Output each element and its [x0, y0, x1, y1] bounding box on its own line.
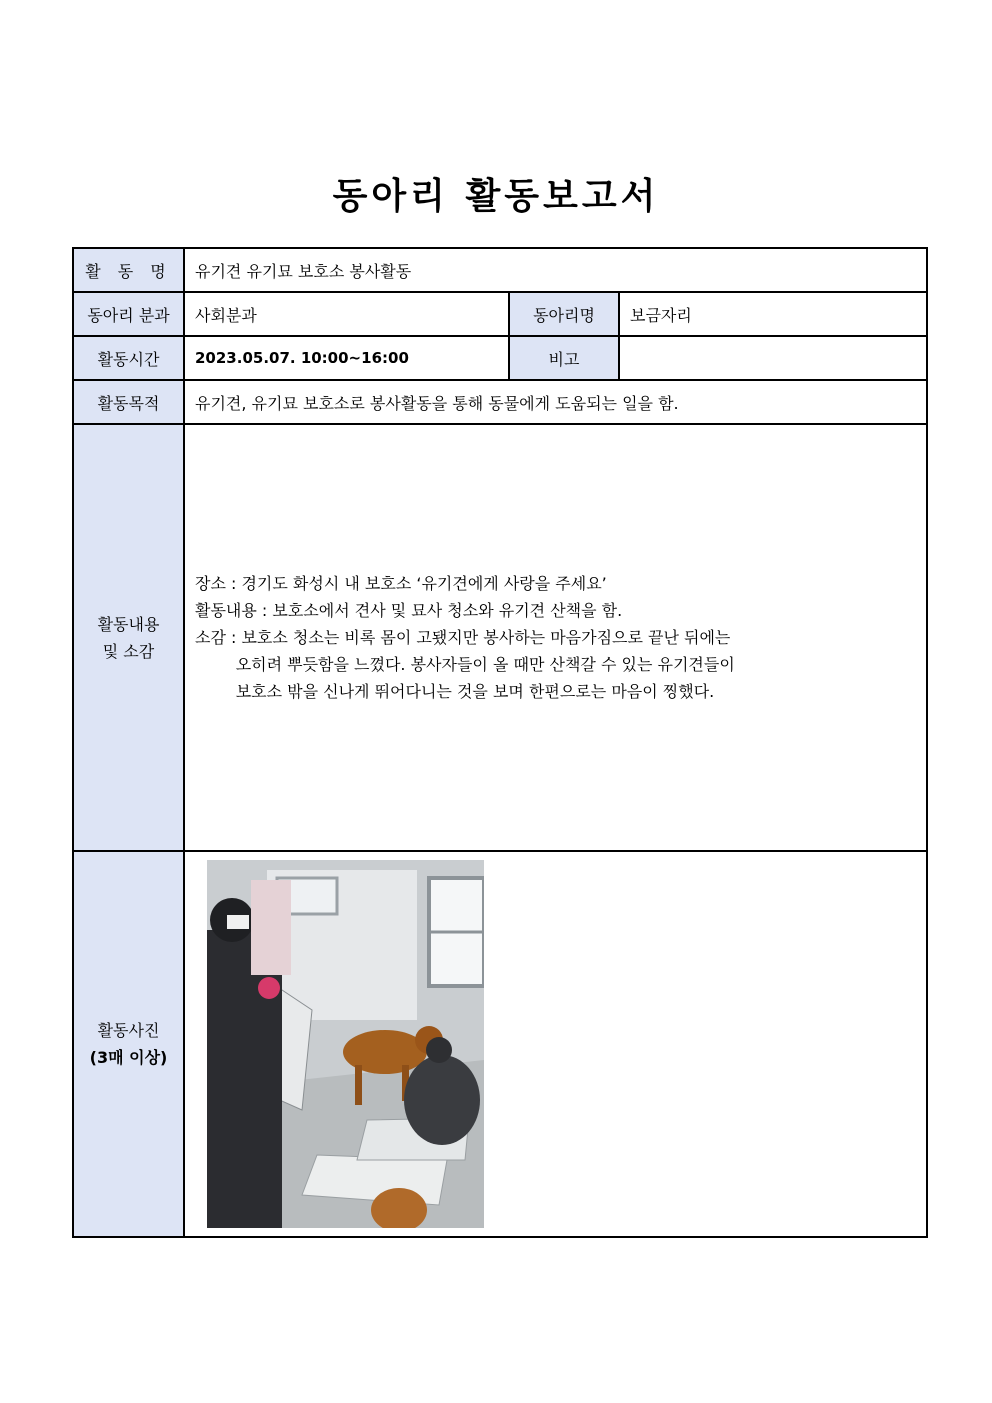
photo-towel [251, 880, 291, 975]
photo-glove [258, 977, 280, 999]
value-club-name: 보금자리 [619, 292, 927, 336]
label-content [73, 424, 184, 851]
value-purpose: 유기견, 유기묘 보호소로 봉사활동을 통해 동물에게 도움되는 일을 함. [184, 380, 927, 424]
row-photos [73, 851, 927, 1237]
row-club [73, 292, 927, 336]
activity-photo [207, 860, 484, 1228]
label-content-line1: 활동내용 [97, 614, 160, 634]
content-line: 오히려 뿌듯함을 느꼈다. 봉사자들이 올 때만 산책갈 수 있는 유기견들이 [195, 655, 735, 674]
content-line: 장소 : 경기도 화성시 내 보호소 ‘유기견에게 사랑을 주세요’ [195, 574, 607, 593]
value-club-division: 사회분과 [184, 292, 509, 336]
row-time [73, 336, 927, 380]
label-photos-line1: 활동사진 [97, 1021, 160, 1040]
label-activity-name: 활 동 명 [73, 248, 184, 292]
row-content [73, 424, 927, 851]
label-purpose: 활동목적 [73, 380, 184, 424]
value-activity-name: 유기견 유기묘 보호소 봉사활동 [184, 248, 927, 292]
page-title: 동아리 활동보고서 [332, 176, 660, 217]
row-purpose [73, 380, 927, 424]
value-remarks [619, 336, 927, 380]
content-line: 활동내용 : 보호소에서 견사 및 묘사 청소와 유기견 산책을 함. [195, 601, 623, 620]
value-activity-time: 2023.05.07. 10:00~16:00 [184, 336, 509, 380]
photo-person-crouching [404, 1055, 480, 1145]
report-table [72, 247, 928, 1238]
photo-area [184, 851, 927, 1237]
label-activity-time: 활동시간 [73, 336, 184, 380]
label-content-line2: 및 소감 [102, 641, 155, 661]
content-line: 보호소 밖을 신나게 뛰어다니는 것을 보며 한편으로는 마음이 찡했다. [195, 682, 715, 701]
content-line: 소감 : 보호소 청소는 비록 몸이 고됐지만 봉사하는 마음가짐으로 끝난 뒤에는 [195, 628, 731, 647]
content-body [184, 424, 927, 851]
label-remarks: 비고 [509, 336, 619, 380]
label-photos [73, 851, 184, 1237]
row-activity-name [73, 248, 927, 292]
label-club-name: 동아리명 [509, 292, 619, 336]
label-photos-line2: (3매 이상) [89, 1048, 168, 1067]
label-club-division: 동아리 분과 [73, 292, 184, 336]
